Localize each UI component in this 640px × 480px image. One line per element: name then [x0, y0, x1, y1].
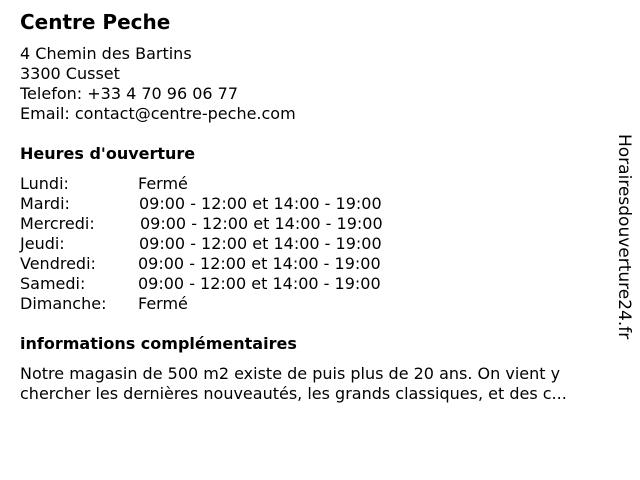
- additional-info-heading: informations complémentaires: [20, 334, 297, 353]
- contact-info: [20, 44, 296, 124]
- day-label: Mercredi:: [20, 214, 95, 233]
- description-line: chercher les dernières nouveautés, les grands classiques, et des c...: [20, 384, 567, 403]
- phone-number: Telefon: +33 4 70 96 06 77: [20, 84, 239, 103]
- site-watermark: Horairesdouverture24.fr: [614, 134, 634, 340]
- day-label: Dimanche:: [20, 294, 107, 313]
- day-hours: 09:00 - 12:00 et 14:00 - 19:00: [138, 274, 381, 293]
- address-street: 4 Chemin des Bartins: [20, 44, 192, 63]
- day-label: Jeudi:: [20, 234, 65, 253]
- day-hours: 09:00 - 12:00 et 14:00 - 19:00: [140, 214, 383, 233]
- email-address: Email: contact@centre-peche.com: [20, 104, 296, 123]
- day-hours: 09:00 - 12:00 et 14:00 - 19:00: [139, 234, 382, 253]
- day-label: Samedi:: [20, 274, 86, 293]
- day-label: Mardi:: [20, 194, 70, 213]
- opening-hours-heading: Heures d'ouverture: [20, 144, 196, 163]
- address-city: 3300 Cusset: [20, 64, 120, 83]
- business-name: Centre Peche: [20, 10, 171, 34]
- day-hours: Fermé: [138, 174, 188, 193]
- day-label: Vendredi:: [20, 254, 96, 273]
- day-hours: 09:00 - 12:00 et 14:00 - 19:00: [138, 254, 381, 273]
- day-hours: 09:00 - 12:00 et 14:00 - 19:00: [139, 194, 382, 213]
- day-label: Lundi:: [20, 174, 69, 193]
- description-line: Notre magasin de 500 m2 existe de puis plus de 20 ans. On vient y: [20, 364, 561, 383]
- additional-info-text: [20, 364, 616, 404]
- day-hours: Fermé: [138, 294, 188, 313]
